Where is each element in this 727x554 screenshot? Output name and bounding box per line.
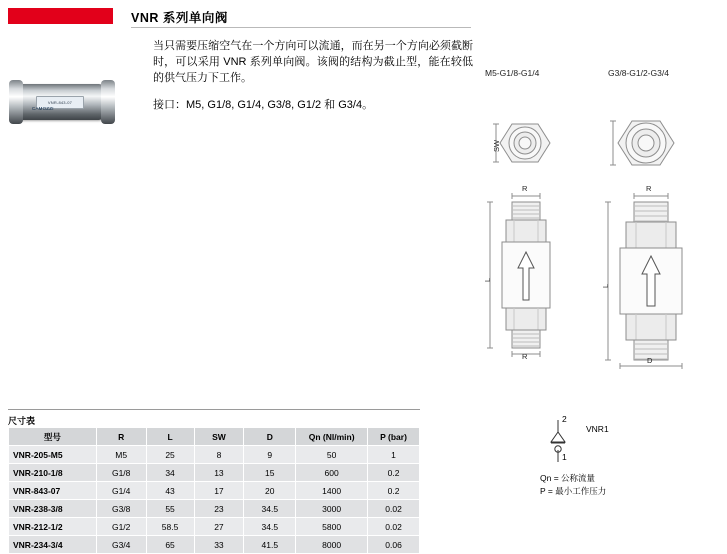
photo-valve-cap-left (9, 80, 23, 124)
dim-r-bottom-left: R (522, 352, 528, 361)
cell-sw: 17 (194, 482, 244, 500)
product-photo (8, 72, 116, 134)
title-divider (131, 27, 471, 28)
ports-line: 接口：M5, G1/8, G1/4, G3/8, G1/2 和 G3/4。 (153, 99, 374, 111)
cell-p: 0.2 (368, 464, 420, 482)
cell-model: VNR-212-1/2 (9, 518, 97, 536)
table-row (9, 446, 420, 464)
table-caption: 尺寸表 (8, 416, 36, 426)
cell-qn: 50 (296, 446, 368, 464)
cell-qn: 8000 (296, 536, 368, 554)
brand-bar (8, 8, 113, 24)
cell-qn: 600 (296, 464, 368, 482)
cell-d: 34.5 (244, 500, 296, 518)
col-header-qn: Qn (Nl/min) (296, 428, 368, 446)
dim-l-left: L (483, 277, 492, 282)
dim-l-right: L (601, 283, 610, 288)
valve-section-right (598, 184, 708, 370)
cell-r: G3/8 (96, 500, 146, 518)
cell-d: 9 (244, 446, 296, 464)
cell-p: 1 (368, 446, 420, 464)
cell-sw: 13 (194, 464, 244, 482)
cell-r: G1/4 (96, 482, 146, 500)
photo-brand-text: CAMOZZI (32, 106, 54, 111)
cell-d: 41.5 (244, 536, 296, 554)
cell-sw: 33 (194, 536, 244, 554)
cell-r: M5 (96, 446, 146, 464)
col-header-sw: SW (194, 428, 244, 446)
cell-qn: 3000 (296, 500, 368, 518)
table-top-rule (8, 409, 420, 410)
valve-section-right-svg (598, 190, 708, 370)
table-row (9, 482, 420, 500)
cell-p: 0.02 (368, 518, 420, 536)
symbol-name: VNR1 (586, 424, 609, 434)
cell-p: 0.06 (368, 536, 420, 554)
dimensions-table (8, 427, 420, 554)
cell-p: 0.2 (368, 482, 420, 500)
description-paragraph: 当只需要压缩空气在一个方向可以流通，而在另一个方向必须截断时，可以采用 VNR 系列单向阀。该阀的结构为截止型，能在较低的供气压力下工作。 (153, 40, 473, 84)
cell-model: VNR-234-3/4 (9, 536, 97, 554)
table-row (9, 464, 420, 482)
cell-d: 34.5 (244, 518, 296, 536)
col-header-r: R (96, 428, 146, 446)
cell-l: 34 (146, 464, 194, 482)
cell-l: 58.5 (146, 518, 194, 536)
table-header-row (9, 428, 420, 446)
symbol-port-2-label: 2 (562, 414, 567, 424)
dim-sw-left: SW (492, 139, 501, 152)
dim-d-right: D (647, 356, 653, 365)
cell-p: 0.02 (368, 500, 420, 518)
cell-model: VNR-210-1/8 (9, 464, 97, 482)
cell-r: G1/8 (96, 464, 146, 482)
symbol-note-p: P = 最小工作压力 (540, 486, 607, 496)
cell-qn: 5800 (296, 518, 368, 536)
cell-sw: 8 (194, 446, 244, 464)
symbol-port-1-label: 1 (562, 452, 567, 462)
table-row (9, 536, 420, 554)
symbol-note-qn: Qn = 公称流量 (540, 473, 596, 483)
cell-l: 55 (146, 500, 194, 518)
photo-valve-cap-right (101, 80, 115, 124)
cell-qn: 1400 (296, 482, 368, 500)
hex-end-view-left (490, 112, 560, 174)
cell-model: VNR-205-M5 (9, 446, 97, 464)
drawing-caption-left: M5-G1/8-G1/4 (485, 68, 540, 78)
cell-sw: 27 (194, 518, 244, 536)
photo-product-label: VNR-843-07 (36, 96, 84, 109)
cell-sw: 23 (194, 500, 244, 518)
valve-section-left (478, 184, 578, 361)
hex-end-view-right-svg (608, 112, 686, 174)
table-row (9, 518, 420, 536)
valve-section-left-svg (478, 190, 578, 360)
cell-d: 20 (244, 482, 296, 500)
cell-model: VNR-843-07 (9, 482, 97, 500)
cell-model: VNR-238-3/8 (9, 500, 97, 518)
col-header-l: L (146, 428, 194, 446)
cell-l: 43 (146, 482, 194, 500)
cell-r: G3/4 (96, 536, 146, 554)
col-header-model: 型号 (9, 428, 97, 446)
table-row (9, 500, 420, 518)
hex-end-view-right (608, 112, 686, 174)
cell-r: G1/2 (96, 518, 146, 536)
page-title: VNR 系列单向阀 (131, 11, 228, 25)
cell-l: 25 (146, 446, 194, 464)
col-header-d: D (244, 428, 296, 446)
cell-d: 15 (244, 464, 296, 482)
cell-l: 65 (146, 536, 194, 554)
drawing-caption-right: G3/8-G1/2-G3/4 (608, 68, 669, 78)
col-header-p: P (bar) (368, 428, 420, 446)
dim-r-top-right: R (646, 184, 652, 193)
dim-r-top-left: R (522, 184, 528, 193)
